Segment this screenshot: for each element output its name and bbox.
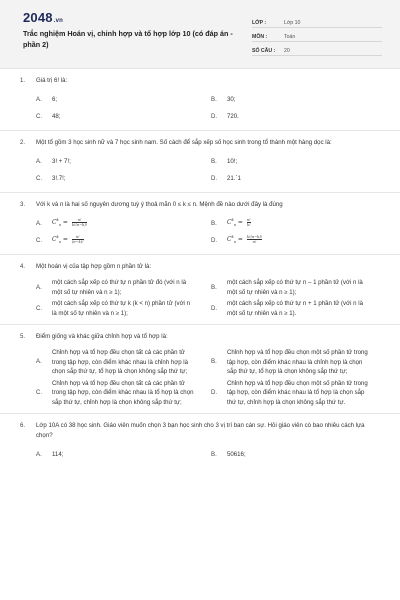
option-letter: A.	[36, 219, 42, 227]
question-text: Một hoán vị của tập hợp gồm n phần tử là:	[36, 263, 152, 270]
answer-option-d[interactable]	[211, 233, 380, 248]
answer-options	[20, 348, 380, 407]
meta-key: SỐ CÂU :	[252, 48, 276, 54]
option-text: Chỉnh hợp và tổ hợp đều chọn một số phần tử trong tập hợp, còn điểm khác nhau là chỉnh hợp là chọn sắp thứ tự, tổ hợp là chọn không sắp thứ tự;	[227, 349, 368, 375]
answer-options	[20, 447, 380, 462]
option-text: một cách sắp xếp có thứ tự n – 1 phần tử (với n là một số tự nhiên và n ≥ 1);	[227, 279, 363, 296]
answer-option-c[interactable]	[36, 379, 205, 408]
answer-option-a[interactable]	[36, 154, 205, 169]
option-text: 114;	[52, 450, 64, 458]
option-letter: D.	[211, 388, 218, 396]
meta-key: LỚP :	[252, 20, 267, 26]
question-list	[0, 69, 400, 468]
meta-value: 20	[284, 48, 290, 54]
combination-formula: $C^k_n$ = $\frac{n!}{k!}$	[227, 218, 251, 228]
question-text: Lớp 10A có 38 học sinh. Giáo viên muốn chọn 3 bạn học sinh cho 3 vị trí ban cán sự. Hỏi giáo viên có bao nhiêu cách lựa chọn?	[36, 422, 365, 439]
answer-option-b[interactable]	[211, 447, 380, 462]
logo-text: 2048	[23, 10, 53, 25]
logo-suffix: .vn	[53, 18, 64, 24]
meta-row-subject	[252, 28, 382, 42]
answer-options	[20, 216, 380, 248]
option-text: 3!.7!;	[52, 174, 66, 182]
site-logo[interactable]	[23, 10, 63, 25]
option-letter: D.	[211, 174, 218, 182]
document-title: Trắc nghiệm Hoán vị, chỉnh hợp và tổ hợp lớp 10 (có đáp án - phần 2)	[23, 29, 233, 49]
answer-option-a[interactable]	[36, 278, 205, 297]
answer-option-a[interactable]	[36, 216, 205, 231]
question-number: 5.	[20, 333, 26, 340]
answer-option-b[interactable]	[211, 348, 380, 377]
answer-option-b[interactable]	[211, 154, 380, 169]
option-letter: B.	[211, 450, 217, 458]
option-text: 48;	[52, 112, 61, 120]
option-letter: C.	[36, 236, 43, 244]
page-header	[0, 0, 400, 69]
question-text: Giá trị 6! là:	[36, 77, 68, 84]
option-letter: B.	[211, 283, 217, 291]
option-text: 21.`1	[227, 174, 241, 182]
question-5	[0, 325, 400, 414]
option-letter: A.	[36, 450, 42, 458]
answer-option-c[interactable]	[36, 171, 205, 186]
option-letter: D.	[211, 112, 218, 120]
option-text: một cách sắp xếp có thứ tự n phần tử đó (với n là một số tự nhiên và n ≥ 1);	[52, 279, 187, 296]
answer-option-c[interactable]	[36, 109, 205, 124]
answer-option-c[interactable]	[36, 233, 205, 248]
option-text: 6;	[52, 95, 58, 103]
answer-option-c[interactable]	[36, 299, 205, 318]
option-letter: B.	[211, 219, 217, 227]
answer-option-b[interactable]	[211, 278, 380, 297]
option-text: Chỉnh hợp và tổ hợp đều chọn một số phần tử trong tập hợp, còn điểm khác nhau là tổ hợp là chọn sắp thứ tự, chỉnh hợp là chọn không sắp thứ tự.	[227, 379, 368, 406]
option-text: 30;	[227, 95, 236, 103]
question-1	[0, 69, 400, 131]
option-letter: D.	[211, 304, 218, 312]
answer-option-b[interactable]	[211, 92, 380, 107]
option-letter: B.	[211, 95, 217, 103]
question-text: Với k và n là hai số nguyên dương tuỳ ý thoả mãn 0 ≤ k ≤ n. Mệnh đề nào dưới đây là đúng	[36, 201, 283, 208]
question-2	[0, 131, 400, 193]
question-6	[0, 414, 400, 468]
answer-option-d[interactable]	[211, 299, 380, 318]
option-letter: C.	[36, 112, 43, 120]
option-text: Chỉnh hợp và tổ hợp đều chọn tất cả các phần tử trong tập hợp, còn điểm khác nhau là tổ hợp là chọn sắp thứ tự, chỉnh hợp là chọn không sắp thứ tự;	[52, 379, 194, 406]
option-letter: A.	[36, 283, 42, 291]
question-number: 2.	[20, 139, 26, 146]
meta-row-count	[252, 42, 382, 56]
meta-key: MÔN :	[252, 34, 268, 40]
question-4	[0, 255, 400, 325]
combination-formula: $C^k_n$ = $\frac{n!}{(n-k)!}$	[52, 235, 84, 245]
question-3	[0, 193, 400, 255]
answer-options	[20, 278, 380, 318]
meta-value: Lớp 10	[284, 20, 301, 26]
question-text: Điểm giống và khác giữa chỉnh hợp và tổ hợp là:	[36, 333, 168, 340]
question-number: 1.	[20, 77, 26, 84]
document-meta	[252, 14, 382, 56]
option-letter: C.	[36, 174, 43, 182]
option-text: 50616;	[227, 450, 246, 458]
answer-option-d[interactable]	[211, 379, 380, 408]
meta-row-class	[252, 14, 382, 28]
option-letter: D.	[211, 236, 218, 244]
option-text: một cách sắp xếp có thứ tự k (k < n) phần tử (với n là một số tự nhiên và n ≥ 1);	[52, 300, 190, 317]
option-letter: A.	[36, 95, 42, 103]
combination-formula: $C^k_n$ = $\frac{n!}{k!(n-k)!}$	[52, 218, 88, 228]
answer-option-d[interactable]	[211, 171, 380, 186]
answer-options	[20, 154, 380, 186]
question-number: 4.	[20, 263, 26, 270]
option-text: một cách sắp xếp có thứ tự n + 1 phần tử (với n là một số tự nhiên và n ≥ 1).	[227, 300, 363, 317]
meta-value: Toán	[284, 34, 296, 40]
option-text: 10!;	[227, 157, 238, 165]
option-letter: B.	[211, 157, 217, 165]
answer-option-b[interactable]	[211, 216, 380, 231]
answer-options	[20, 92, 380, 124]
question-number: 3.	[20, 201, 26, 208]
option-text: Chỉnh hợp và tổ hợp đều chọn tất cả các phần tử trong tập hợp, còn điểm khác nhau là chỉnh hợp là chọn sắp thứ tự, tổ hợp là chọn không sắp thứ tự;	[52, 349, 189, 375]
answer-option-a[interactable]	[36, 92, 205, 107]
combination-formula: $C^k_n$ = $\frac{k!(n-k)!}{n!}$	[227, 235, 263, 245]
question-text: Một tổ gồm 3 học sinh nữ và 7 học sinh nam. Số cách để sắp xếp số học sinh trong tổ thành một hàng dọc là:	[36, 139, 332, 146]
option-letter: C.	[36, 388, 43, 396]
answer-option-a[interactable]	[36, 348, 205, 377]
option-letter: B.	[211, 358, 217, 366]
option-text: 720.	[227, 112, 239, 120]
option-letter: A.	[36, 358, 42, 366]
option-letter: A.	[36, 157, 42, 165]
answer-option-a[interactable]	[36, 447, 205, 462]
option-letter: C.	[36, 304, 43, 312]
answer-option-d[interactable]	[211, 109, 380, 124]
option-text: 3! + 7!;	[52, 157, 71, 165]
question-number: 6.	[20, 422, 26, 429]
